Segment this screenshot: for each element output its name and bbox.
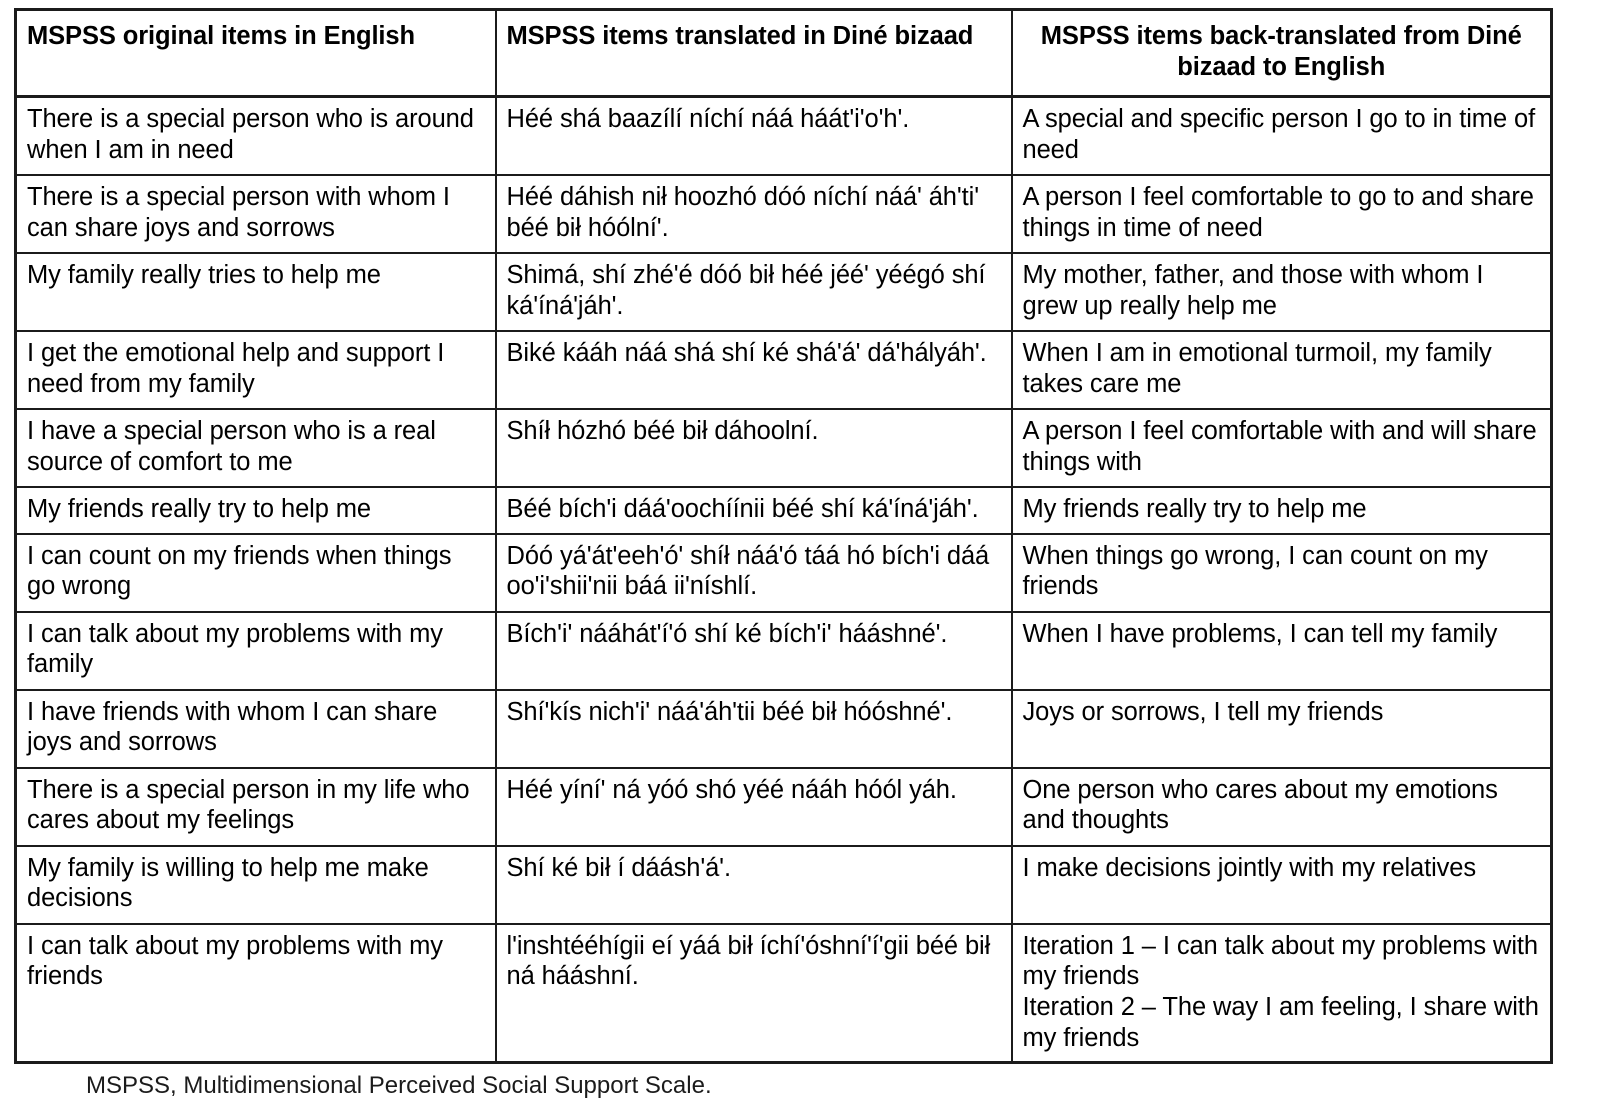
- cell-dine: Shí'kís nich'i' náá'áh'tii béé bił hóóshné'.: [496, 690, 1012, 768]
- cell-back-translated: When I am in emotional turmoil, my family takes care me: [1012, 331, 1552, 409]
- column-header-back-translated: MSPSS items back-translated from Diné bizaad to English: [1012, 10, 1552, 97]
- table-row: [16, 690, 1552, 768]
- cell-english: My family really tries to help me: [16, 253, 496, 331]
- table-row: [16, 331, 1552, 409]
- cell-english: I have friends with whom I can share joys and sorrows: [16, 690, 496, 768]
- cell-back-translated: When things go wrong, I can count on my friends: [1012, 534, 1552, 612]
- cell-dine: l'inshtééhígii eí yáá bił íchí'óshní'í'gii béé bił ná hááshní.: [496, 924, 1012, 1063]
- iteration-1-line: Iteration 1 – I can talk about my problems with my friends: [1022, 931, 1538, 991]
- cell-back-translated: A special and specific person I go to in time of need: [1012, 97, 1552, 176]
- column-header-english: MSPSS original items in English: [16, 10, 496, 97]
- table-header: [16, 10, 1552, 97]
- table-row: [16, 924, 1552, 1063]
- cell-back-translated: Joys or sorrows, I tell my friends: [1012, 690, 1552, 768]
- table-row: [16, 97, 1552, 176]
- mspss-translation-table: [14, 8, 1553, 1064]
- table-header-row: [16, 10, 1552, 97]
- iteration-2-line: Iteration 2 – The way I am feeling, I share with my friends: [1022, 993, 1539, 1052]
- cell-back-translated: [1012, 924, 1552, 1063]
- table-row: [16, 175, 1552, 253]
- cell-back-translated: My mother, father, and those with whom I grew up really help me: [1012, 253, 1552, 331]
- cell-dine: Dóó yá'át'eeh'ó' shíł náá'ó táá hó bích'i dáá oo'i'shii'nii báá ii'níshlí.: [496, 534, 1012, 612]
- cell-english: My friends really try to help me: [16, 487, 496, 534]
- cell-english: There is a special person with whom I can share joys and sorrows: [16, 175, 496, 253]
- cell-english: I get the emotional help and support I need from my family: [16, 331, 496, 409]
- cell-english: There is a special person who is around when I am in need: [16, 97, 496, 176]
- cell-english: I have a special person who is a real source of comfort to me: [16, 409, 496, 487]
- cell-dine: Héé dáhish nił hoozhó dóó níchí náá' áh'ti' béé bił hóólní'.: [496, 175, 1012, 253]
- cell-back-translated: My friends really try to help me: [1012, 487, 1552, 534]
- cell-english: My family is willing to help me make decisions: [16, 846, 496, 924]
- table-body: [16, 97, 1552, 1063]
- cell-dine: Bích'i' nááhát'í'ó shí ké bích'i' hááshné'.: [496, 612, 1012, 690]
- table-footnote: MSPSS, Multidimensional Perceived Social Support Scale.: [86, 1072, 712, 1100]
- cell-dine: Héé yíní' ná yóó shó yéé nááh hóól yáh.: [496, 768, 1012, 846]
- cell-back-translated: When I have problems, I can tell my family: [1012, 612, 1552, 690]
- cell-english: There is a special person in my life who cares about my feelings: [16, 768, 496, 846]
- cell-back-translated: I make decisions jointly with my relatives: [1012, 846, 1552, 924]
- column-header-dine-bizaad: MSPSS items translated in Diné bizaad: [496, 10, 1012, 97]
- cell-dine: Shimá, shí zhé'é dóó bił héé jéé' yéégó shí ká'íná'jáh'.: [496, 253, 1012, 331]
- cell-back-translated: A person I feel comfortable to go to and share things in time of need: [1012, 175, 1552, 253]
- table-row: [16, 409, 1552, 487]
- cell-english: I can talk about my problems with my friends: [16, 924, 496, 1063]
- cell-back-translated: One person who cares about my emotions and thoughts: [1012, 768, 1552, 846]
- cell-dine: Shíł hózhó béé bił dáhoolní.: [496, 409, 1012, 487]
- cell-dine: Biké kááh náá shá shí ké shá'á' dá'hályáh'.: [496, 331, 1012, 409]
- table-row: [16, 253, 1552, 331]
- cell-dine: Shí ké bił í dáásh'á'.: [496, 846, 1012, 924]
- table-row: [16, 846, 1552, 924]
- table-row: [16, 612, 1552, 690]
- cell-back-translated: A person I feel comfortable with and will share things with: [1012, 409, 1552, 487]
- table-row: [16, 534, 1552, 612]
- table-row: [16, 768, 1552, 846]
- cell-english: I can count on my friends when things go wrong: [16, 534, 496, 612]
- cell-english: I can talk about my problems with my family: [16, 612, 496, 690]
- cell-dine: Héé shá baazílí níchí náá háát'i'o'h'.: [496, 97, 1012, 176]
- table-row: [16, 487, 1552, 534]
- cell-dine: Béé bích'i dáá'oochíínii béé shí ká'íná'jáh'.: [496, 487, 1012, 534]
